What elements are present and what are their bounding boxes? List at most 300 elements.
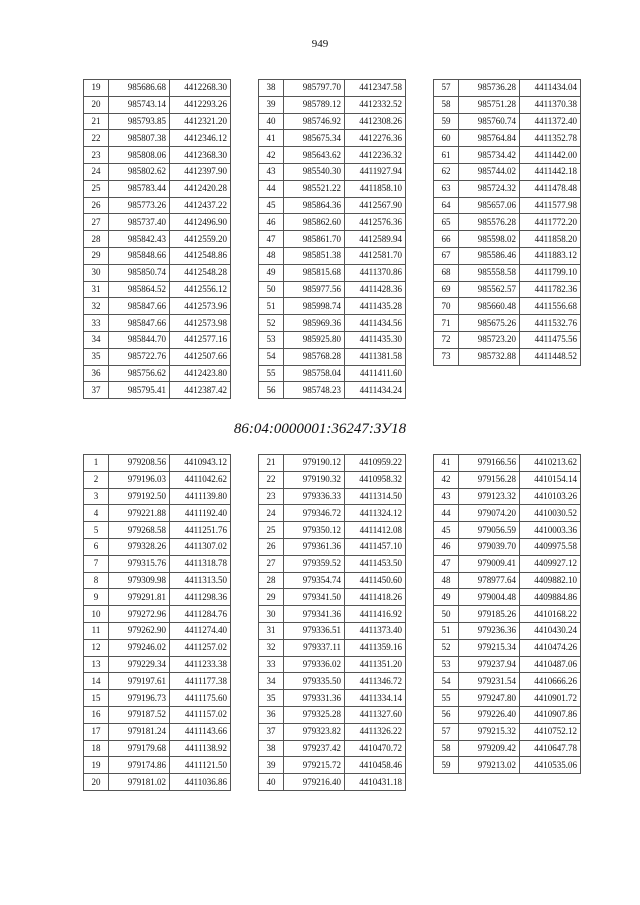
y-coordinate: 4411858.10 <box>345 180 406 197</box>
table-row <box>259 589 406 606</box>
y-coordinate: 4412347.58 <box>345 80 406 97</box>
x-coordinate: 979196.03 <box>109 471 170 488</box>
x-coordinate: 979247.80 <box>459 690 520 707</box>
point-number: 56 <box>434 706 459 723</box>
table-row <box>434 572 581 589</box>
y-coordinate: 4412496.90 <box>170 214 231 231</box>
y-coordinate: 4412268.30 <box>170 80 231 97</box>
point-number: 38 <box>259 740 284 757</box>
y-coordinate: 4409975.58 <box>520 538 581 555</box>
y-coordinate: 4412321.20 <box>170 113 231 130</box>
page-number: 949 <box>311 38 329 50</box>
point-number: 23 <box>259 488 284 505</box>
point-number: 8 <box>84 572 109 589</box>
y-coordinate: 4411274.40 <box>170 622 231 639</box>
y-coordinate: 4411177.38 <box>170 673 231 690</box>
point-number: 44 <box>434 505 459 522</box>
point-number: 69 <box>434 281 459 298</box>
point-number: 18 <box>84 740 109 757</box>
y-coordinate: 4410168.22 <box>520 606 581 623</box>
y-coordinate: 4411927.94 <box>345 163 406 180</box>
point-number: 66 <box>434 231 459 248</box>
y-coordinate: 4409882.10 <box>520 572 581 589</box>
table-row <box>259 247 406 264</box>
point-number: 4 <box>84 505 109 522</box>
y-coordinate: 4411450.60 <box>345 572 406 589</box>
y-coordinate: 4411121.50 <box>170 757 231 774</box>
point-number: 2 <box>84 471 109 488</box>
table-row <box>259 538 406 555</box>
point-number: 48 <box>434 572 459 589</box>
table-row <box>259 522 406 539</box>
table-row <box>84 197 231 214</box>
point-number: 58 <box>434 740 459 757</box>
table-row <box>84 555 231 572</box>
table-row <box>259 298 406 315</box>
point-number: 57 <box>434 723 459 740</box>
x-coordinate: 985764.84 <box>459 130 520 147</box>
coordinates-table <box>83 79 231 399</box>
table-row <box>259 96 406 113</box>
table-row <box>84 348 231 365</box>
point-number: 20 <box>84 774 109 791</box>
point-number: 29 <box>259 589 284 606</box>
y-coordinate: 4411298.36 <box>170 589 231 606</box>
point-number: 31 <box>259 622 284 639</box>
x-coordinate: 985521.22 <box>284 180 345 197</box>
table-row <box>434 690 581 707</box>
table-row <box>259 555 406 572</box>
table-row <box>259 706 406 723</box>
y-coordinate: 4412576.36 <box>345 214 406 231</box>
x-coordinate: 985660.48 <box>459 298 520 315</box>
point-number: 35 <box>84 348 109 365</box>
point-number: 49 <box>434 589 459 606</box>
x-coordinate: 979215.32 <box>459 723 520 740</box>
y-coordinate: 4411532.76 <box>520 315 581 332</box>
y-coordinate: 4410907.86 <box>520 706 581 723</box>
y-coordinate: 4410901.72 <box>520 690 581 707</box>
y-coordinate: 4410647.78 <box>520 740 581 757</box>
y-coordinate: 4411457.10 <box>345 538 406 555</box>
table-row <box>259 113 406 130</box>
point-number: 34 <box>259 673 284 690</box>
y-coordinate: 4410959.22 <box>345 455 406 472</box>
x-coordinate: 979336.33 <box>284 488 345 505</box>
table-row <box>434 247 581 264</box>
table-row <box>434 656 581 673</box>
table-row <box>84 690 231 707</box>
y-coordinate: 4411314.50 <box>345 488 406 505</box>
x-coordinate: 985586.46 <box>459 247 520 264</box>
point-number: 41 <box>259 130 284 147</box>
x-coordinate: 979268.58 <box>109 522 170 539</box>
y-coordinate: 4412420.28 <box>170 180 231 197</box>
table-row <box>434 264 581 281</box>
point-number: 33 <box>259 656 284 673</box>
point-number: 25 <box>259 522 284 539</box>
x-coordinate: 979192.50 <box>109 488 170 505</box>
y-coordinate: 4410474.26 <box>520 639 581 656</box>
x-coordinate: 979262.90 <box>109 622 170 639</box>
point-number: 1 <box>84 455 109 472</box>
table-row <box>434 740 581 757</box>
point-number: 27 <box>259 555 284 572</box>
x-coordinate: 979166.56 <box>459 455 520 472</box>
y-coordinate: 4411157.02 <box>170 706 231 723</box>
point-number: 42 <box>259 147 284 164</box>
table-row <box>259 505 406 522</box>
y-coordinate: 4410154.14 <box>520 471 581 488</box>
point-number: 19 <box>84 757 109 774</box>
point-number: 51 <box>434 622 459 639</box>
point-number: 28 <box>84 231 109 248</box>
x-coordinate: 979215.72 <box>284 757 345 774</box>
point-number: 43 <box>259 163 284 180</box>
table-row <box>434 348 581 365</box>
point-number: 46 <box>259 214 284 231</box>
point-number: 68 <box>434 264 459 281</box>
x-coordinate: 979039.70 <box>459 538 520 555</box>
y-coordinate: 4412437.22 <box>170 197 231 214</box>
x-coordinate: 979156.28 <box>459 471 520 488</box>
y-coordinate: 4412548.86 <box>170 247 231 264</box>
y-coordinate: 4411411.60 <box>345 365 406 382</box>
y-coordinate: 4410535.06 <box>520 757 581 774</box>
point-number: 28 <box>259 572 284 589</box>
y-coordinate: 4411370.86 <box>345 264 406 281</box>
point-number: 57 <box>434 80 459 97</box>
section-title: 86:04:0000001:36247:ЗУ18 <box>233 421 407 437</box>
table-row <box>259 197 406 214</box>
y-coordinate: 4411346.72 <box>345 673 406 690</box>
table-row <box>259 180 406 197</box>
x-coordinate: 979181.24 <box>109 723 170 740</box>
y-coordinate: 4411192.40 <box>170 505 231 522</box>
y-coordinate: 4412573.98 <box>170 315 231 332</box>
x-coordinate: 979354.74 <box>284 572 345 589</box>
table-row <box>84 80 231 97</box>
x-coordinate: 985758.04 <box>284 365 345 382</box>
table-row <box>434 522 581 539</box>
y-coordinate: 4411372.40 <box>520 113 581 130</box>
table-row <box>84 180 231 197</box>
point-number: 43 <box>434 488 459 505</box>
y-coordinate: 4412577.16 <box>170 331 231 348</box>
table-row <box>434 488 581 505</box>
point-number: 58 <box>434 96 459 113</box>
table-row <box>259 455 406 472</box>
x-coordinate: 985793.85 <box>109 113 170 130</box>
point-number: 47 <box>259 231 284 248</box>
table-row <box>259 315 406 332</box>
y-coordinate: 4411352.78 <box>520 130 581 147</box>
x-coordinate: 979187.52 <box>109 706 170 723</box>
x-coordinate: 985861.70 <box>284 231 345 248</box>
y-coordinate: 4411772.20 <box>520 214 581 231</box>
y-coordinate: 4412567.90 <box>345 197 406 214</box>
x-coordinate: 985807.38 <box>109 130 170 147</box>
table-row <box>434 622 581 639</box>
table-row <box>434 606 581 623</box>
y-coordinate: 4411284.76 <box>170 606 231 623</box>
table-row <box>434 163 581 180</box>
y-coordinate: 4412581.70 <box>345 247 406 264</box>
table-row <box>84 656 231 673</box>
point-number: 45 <box>259 197 284 214</box>
x-coordinate: 979190.12 <box>284 455 345 472</box>
y-coordinate: 4411416.92 <box>345 606 406 623</box>
point-number: 24 <box>259 505 284 522</box>
y-coordinate: 4411175.60 <box>170 690 231 707</box>
x-coordinate: 979359.52 <box>284 555 345 572</box>
point-number: 38 <box>259 80 284 97</box>
point-number: 13 <box>84 656 109 673</box>
x-coordinate: 985724.32 <box>459 180 520 197</box>
y-coordinate: 4410943.12 <box>170 455 231 472</box>
x-coordinate: 985751.28 <box>459 96 520 113</box>
y-coordinate: 4411782.36 <box>520 281 581 298</box>
table-row <box>84 315 231 332</box>
x-coordinate: 979346.72 <box>284 505 345 522</box>
point-number: 3 <box>84 488 109 505</box>
point-number: 27 <box>84 214 109 231</box>
table-row <box>259 740 406 757</box>
point-number: 22 <box>84 130 109 147</box>
x-coordinate: 979074.20 <box>459 505 520 522</box>
y-coordinate: 4411858.20 <box>520 231 581 248</box>
table-row <box>84 622 231 639</box>
point-number: 10 <box>84 606 109 623</box>
point-number: 71 <box>434 315 459 332</box>
y-coordinate: 4411318.78 <box>170 555 231 572</box>
table-row <box>84 96 231 113</box>
y-coordinate: 4410431.18 <box>345 774 406 791</box>
point-number: 37 <box>84 382 109 399</box>
x-coordinate: 985598.02 <box>459 231 520 248</box>
x-coordinate: 979197.61 <box>109 673 170 690</box>
table-row <box>84 281 231 298</box>
table-row <box>434 673 581 690</box>
y-coordinate: 4412423.80 <box>170 365 231 382</box>
table-row <box>259 348 406 365</box>
y-coordinate: 4410003.36 <box>520 522 581 539</box>
x-coordinate: 985808.06 <box>109 147 170 164</box>
x-coordinate: 979341.50 <box>284 589 345 606</box>
point-number: 39 <box>259 96 284 113</box>
point-number: 32 <box>259 639 284 656</box>
y-coordinate: 4411799.10 <box>520 264 581 281</box>
x-coordinate: 985675.34 <box>284 130 345 147</box>
x-coordinate: 985862.60 <box>284 214 345 231</box>
table-row <box>434 180 581 197</box>
y-coordinate: 4412293.26 <box>170 96 231 113</box>
x-coordinate: 985789.12 <box>284 96 345 113</box>
point-number: 5 <box>84 522 109 539</box>
y-coordinate: 4411435.30 <box>345 331 406 348</box>
table-row <box>259 606 406 623</box>
y-coordinate: 4410752.12 <box>520 723 581 740</box>
point-number: 37 <box>259 723 284 740</box>
y-coordinate: 4410958.32 <box>345 471 406 488</box>
table-row <box>84 264 231 281</box>
point-number: 26 <box>84 197 109 214</box>
x-coordinate: 979174.86 <box>109 757 170 774</box>
y-coordinate: 4411381.58 <box>345 348 406 365</box>
x-coordinate: 979123.32 <box>459 488 520 505</box>
x-coordinate: 979190.32 <box>284 471 345 488</box>
x-coordinate: 979231.54 <box>459 673 520 690</box>
y-coordinate: 4411233.38 <box>170 656 231 673</box>
point-number: 50 <box>434 606 459 623</box>
point-number: 53 <box>259 331 284 348</box>
point-number: 31 <box>84 281 109 298</box>
x-coordinate: 985783.44 <box>109 180 170 197</box>
table-row <box>259 147 406 164</box>
point-number: 40 <box>259 113 284 130</box>
point-number: 6 <box>84 538 109 555</box>
x-coordinate: 979237.42 <box>284 740 345 757</box>
x-coordinate: 985847.66 <box>109 315 170 332</box>
y-coordinate: 4411139.80 <box>170 488 231 505</box>
x-coordinate: 979185.26 <box>459 606 520 623</box>
x-coordinate: 985540.30 <box>284 163 345 180</box>
x-coordinate: 979246.02 <box>109 639 170 656</box>
point-number: 50 <box>259 281 284 298</box>
y-coordinate: 4411478.48 <box>520 180 581 197</box>
table-row <box>434 639 581 656</box>
y-coordinate: 4409884.86 <box>520 589 581 606</box>
point-number: 55 <box>434 690 459 707</box>
y-coordinate: 4410487.06 <box>520 656 581 673</box>
y-coordinate: 4409927.12 <box>520 555 581 572</box>
point-number: 11 <box>84 622 109 639</box>
y-coordinate: 4412589.94 <box>345 231 406 248</box>
table-row <box>259 757 406 774</box>
table-row <box>259 622 406 639</box>
x-coordinate: 979335.50 <box>284 673 345 690</box>
y-coordinate: 4411434.04 <box>520 80 581 97</box>
table-row <box>84 113 231 130</box>
x-coordinate: 985643.62 <box>284 147 345 164</box>
point-number: 52 <box>434 639 459 656</box>
point-number: 53 <box>434 656 459 673</box>
x-coordinate: 978977.64 <box>459 572 520 589</box>
x-coordinate: 985998.74 <box>284 298 345 315</box>
coordinates-table <box>258 454 406 791</box>
y-coordinate: 4412507.66 <box>170 348 231 365</box>
x-coordinate: 979336.51 <box>284 622 345 639</box>
x-coordinate: 985737.40 <box>109 214 170 231</box>
table-row <box>434 214 581 231</box>
table-row <box>259 774 406 791</box>
y-coordinate: 4412236.32 <box>345 147 406 164</box>
table-row <box>259 281 406 298</box>
x-coordinate: 985743.14 <box>109 96 170 113</box>
y-coordinate: 4411442.00 <box>520 147 581 164</box>
table-row <box>84 130 231 147</box>
point-number: 54 <box>434 673 459 690</box>
y-coordinate: 4411412.08 <box>345 522 406 539</box>
x-coordinate: 979336.02 <box>284 656 345 673</box>
point-number: 67 <box>434 247 459 264</box>
point-number: 64 <box>434 197 459 214</box>
point-number: 21 <box>84 113 109 130</box>
y-coordinate: 4411313.50 <box>170 572 231 589</box>
point-number: 41 <box>434 455 459 472</box>
table-row <box>434 130 581 147</box>
point-number: 49 <box>259 264 284 281</box>
table-row <box>434 706 581 723</box>
table-row <box>84 522 231 539</box>
point-number: 36 <box>84 365 109 382</box>
table-row <box>434 113 581 130</box>
y-coordinate: 4412332.52 <box>345 96 406 113</box>
x-coordinate: 979323.82 <box>284 723 345 740</box>
point-number: 23 <box>84 147 109 164</box>
x-coordinate: 979181.02 <box>109 774 170 791</box>
y-coordinate: 4411434.24 <box>345 382 406 399</box>
y-coordinate: 4412387.42 <box>170 382 231 399</box>
x-coordinate: 979216.40 <box>284 774 345 791</box>
point-number: 52 <box>259 315 284 332</box>
x-coordinate: 979331.36 <box>284 690 345 707</box>
x-coordinate: 979208.56 <box>109 455 170 472</box>
point-number: 32 <box>84 298 109 315</box>
table-row <box>84 147 231 164</box>
point-number: 56 <box>259 382 284 399</box>
x-coordinate: 979328.26 <box>109 538 170 555</box>
point-number: 72 <box>434 331 459 348</box>
point-number: 30 <box>84 264 109 281</box>
table-row <box>84 247 231 264</box>
table-row <box>259 331 406 348</box>
x-coordinate: 985847.66 <box>109 298 170 315</box>
point-number: 20 <box>84 96 109 113</box>
y-coordinate: 4411556.68 <box>520 298 581 315</box>
point-number: 59 <box>434 757 459 774</box>
table-row <box>84 331 231 348</box>
point-number: 33 <box>84 315 109 332</box>
table-row <box>259 673 406 690</box>
table-row <box>84 365 231 382</box>
x-coordinate: 979361.36 <box>284 538 345 555</box>
x-coordinate: 985848.66 <box>109 247 170 264</box>
point-number: 14 <box>84 673 109 690</box>
table-row <box>434 315 581 332</box>
point-number: 26 <box>259 538 284 555</box>
x-coordinate: 979350.12 <box>284 522 345 539</box>
x-coordinate: 985773.26 <box>109 197 170 214</box>
table-row <box>259 163 406 180</box>
x-coordinate: 985736.28 <box>459 80 520 97</box>
table-row <box>259 214 406 231</box>
table-row <box>259 572 406 589</box>
point-number: 39 <box>259 757 284 774</box>
table-row <box>434 96 581 113</box>
x-coordinate: 979009.41 <box>459 555 520 572</box>
y-coordinate: 4412308.26 <box>345 113 406 130</box>
x-coordinate: 985686.68 <box>109 80 170 97</box>
x-coordinate: 985925.80 <box>284 331 345 348</box>
point-number: 9 <box>84 589 109 606</box>
y-coordinate: 4411453.50 <box>345 555 406 572</box>
point-number: 35 <box>259 690 284 707</box>
y-coordinate: 4411138.92 <box>170 740 231 757</box>
x-coordinate: 979325.28 <box>284 706 345 723</box>
point-number: 36 <box>259 706 284 723</box>
y-coordinate: 4412276.36 <box>345 130 406 147</box>
